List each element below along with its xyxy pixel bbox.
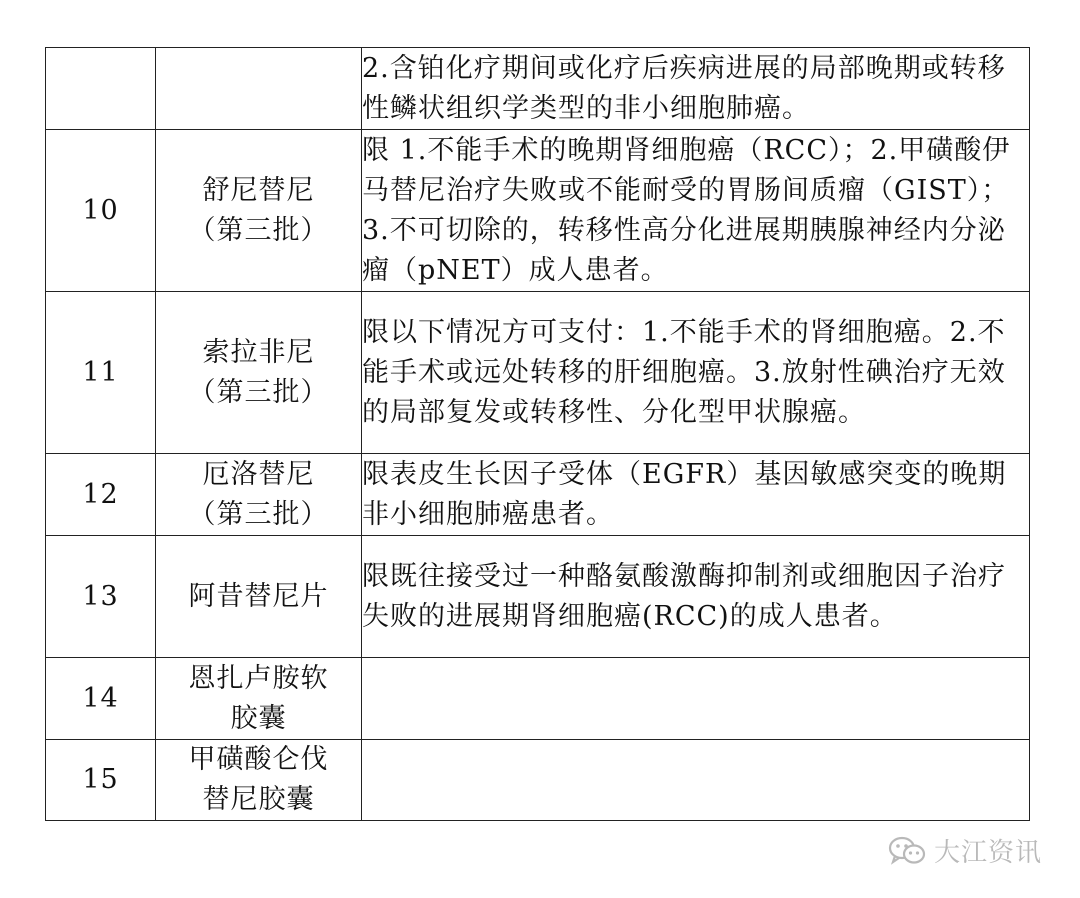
row-number: 12: [46, 454, 156, 536]
drug-name-line: 阿昔替尼片: [188, 580, 329, 612]
payment-condition: [362, 740, 1030, 821]
table-row: [46, 130, 1030, 292]
drug-name-line: 厄洛替尼: [202, 458, 315, 490]
table-row: [46, 292, 1030, 454]
row-number: 11: [46, 292, 156, 454]
payment-condition: 限以下情况方可支付：1.不能手术的肾细胞癌。2.不能手术或远处转移的肝细胞癌。3.放射性碘治疗无效的局部复发或转移性、分化型甲状腺癌。: [362, 292, 1030, 454]
table-row: [46, 740, 1030, 821]
drug-name: [156, 536, 362, 658]
table-row: [46, 454, 1030, 536]
row-number: 10: [46, 130, 156, 292]
table-body: [46, 48, 1030, 821]
row-number: 13: [46, 536, 156, 658]
watermark-text: 大江资讯: [934, 838, 1043, 868]
row-number: [46, 48, 156, 130]
table-row: [46, 536, 1030, 658]
drug-batch-line: （第三批）: [188, 498, 329, 530]
drug-batch-line: （第三批）: [188, 214, 329, 246]
drug-name: [156, 292, 362, 454]
drug-name: [156, 130, 362, 292]
payment-condition: 限既往接受过一种酪氨酸激酶抑制剂或细胞因子治疗失败的进展期肾细胞癌(RCC)的成人患者。: [362, 536, 1030, 658]
drug-name-line-2: 替尼胶囊: [202, 784, 315, 815]
drug-name-line: 恩扎卢胺软: [188, 662, 329, 694]
drug-name-line: 舒尼替尼: [202, 174, 315, 206]
table-row: [46, 658, 1030, 740]
drug-batch-line: （第三批）: [188, 376, 329, 408]
drug-name-line-2: 胶囊: [230, 702, 287, 734]
drug-name-line: 索拉非尼: [202, 336, 315, 368]
payment-condition: 限 1.不能手术的晚期肾细胞癌（RCC）；2.甲磺酸伊马替尼治疗失败或不能耐受的胃肠间质瘤（GIST）；3.不可切除的，转移性高分化进展期胰腺神经内分泌瘤（pNET）成人患者。: [362, 130, 1030, 292]
drug-name: [156, 48, 362, 130]
wechat-icon: [888, 835, 926, 867]
payment-condition: [362, 658, 1030, 740]
watermark: [888, 832, 1042, 869]
row-number: 14: [46, 658, 156, 740]
drug-name: [156, 454, 362, 536]
drug-name: [156, 740, 362, 821]
table-row: [46, 48, 1030, 130]
row-number: 15: [46, 740, 156, 821]
drug-name-line: 甲磺酸仑伐: [188, 744, 329, 775]
drug-name: [156, 658, 362, 740]
payment-condition: 2.含铂化疗期间或化疗后疾病进展的局部晚期或转移性鳞状组织学类型的非小细胞肺癌。: [362, 48, 1030, 130]
payment-condition: 限表皮生长因子受体（EGFR）基因敏感突变的晚期非小细胞肺癌患者。: [362, 454, 1030, 536]
drug-table: [45, 47, 1030, 821]
